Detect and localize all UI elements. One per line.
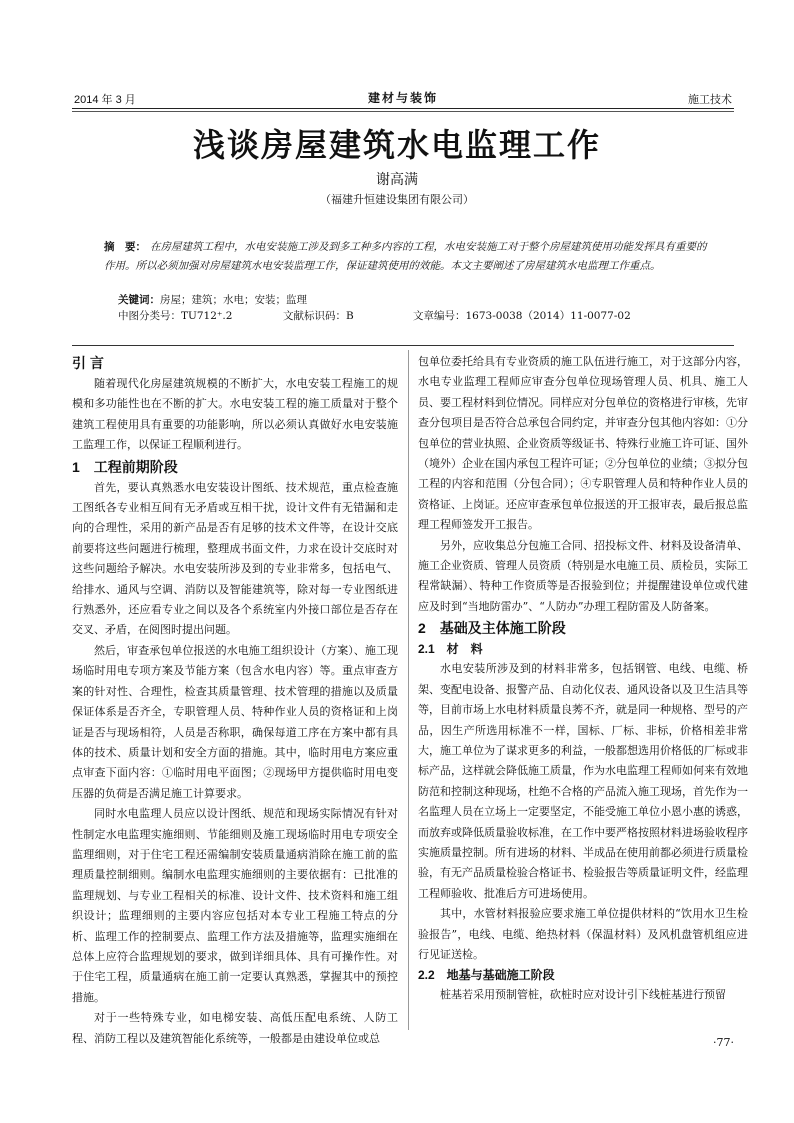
paragraph: 随着现代化房屋建筑规模的不断扩大，水电安装工程施工的规模和多功能性也在不断的扩大。水电安装工程的施工质量对于整个建筑工程使用具有重要的功能影响，所以必须认真做好水电安装施工监理工作，以保证工程顺利进行。 (72, 377, 398, 452)
clc-number: 中图分类号：TU712⁺.2 (118, 310, 233, 322)
header-rule (72, 108, 734, 109)
right-column (418, 352, 748, 1006)
classification-line (118, 308, 714, 324)
header-date: 2014 年 3 月 (74, 94, 136, 106)
intro-heading: 引 言 (72, 355, 104, 371)
keywords-text: 房屋；建筑；水电；安装；监理 (160, 294, 307, 306)
left-column (72, 352, 398, 1049)
running-header (72, 88, 734, 108)
header-rule-thin (72, 111, 734, 112)
header-journal: 建材与装饰 (367, 91, 439, 105)
subsection-heading-2-1: 2.1 材 料 (418, 642, 483, 657)
section-heading-1: 1 工程前期阶段 (72, 458, 178, 475)
paragraph: 另外，应收集总分包施工合同、招投标文件、材料及设备清单、施工企业资质、管理人员资质（特别是水电施工员、质检员，实际工程常缺漏）、特种工作资质等是否报验到位；并提醒建设单位或代建应及时到“当地防雷办”、“人防办”办理工程防雷及人防备案。 (418, 538, 748, 613)
keywords (118, 292, 307, 307)
section-heading-2: 2 基础及主体施工阶段 (418, 620, 566, 637)
paragraph: 桩基若采用预制管桩，砍桩时应对设计引下线桩基进行预留 (440, 988, 726, 1002)
paragraph: 包单位委托给具有专业资质的施工队伍进行施工，对于这部分内容，水电专业监理工程师应审查分包单位现场管理人员、机具、施工人员、要工程材料到位情况。同样应对分包单位的资格进行审核，先审查分包项目是否符合总承包合同约定，并审查分包其他内容如：①分包单位的营业执照、企业资质等级证书、特殊行业施工许可证、国外（境外）企业在国内承包工程许可证；②分包单位的业绩；③拟分包工程的内容和范围（分包合同）；④专职管理人员和特种作业人员的资格证、上岗证。还应审查承包单位报送的开工报审表，最后报总监理工程师签发开工报告。 (418, 355, 748, 532)
article-number: 文章编号：1673-0038（2014）11-0077-02 (413, 310, 631, 322)
subsection-heading-2-2: 2.2 地基与基础施工阶段 (418, 968, 555, 983)
abstract (104, 238, 714, 276)
paragraph: 然后，审查承包单位报送的水电施工组织设计（方案）、施工现场临时用电专项方案及节能方案（包含水电内容）等。重点审查方案的针对性、合理性，检查其质量管理、技术管理的措施以及质量保证体系是否齐全，专职管理人员、特种作业人员的资格证和上岗证是否与现场相符，人员是否称职，确保每道工序在方案中都有具体的技术、质量计划和安全方面的措施。其中，临时用电方案应重点审查下面内容：①临时用电平面图；②现场甲方提供临时用电变压器的负荷是否满足施工计算要求。 (72, 643, 398, 800)
keywords-label: 关键词： (118, 294, 160, 306)
paragraph: 对于一些特殊专业，如电梯安装、高低压配电系统、人防工程、消防工程以及建筑智能化系统等，一般都是由建设单位或总 (72, 1011, 398, 1045)
author: 谢高满 (376, 172, 418, 188)
paragraph: 同时水电监理人员应以设计图纸、规范和现场实际情况有针对性制定水电监理实施细则、节能细则及施工现场临时用电专项安全监理细则，对于住宅工程还需编制安装质量通病消除在施工前的监理质量控制细则。编制水电监理实施细则的主要依据有：已批准的监理规划、与专业工程相关的标准、设计文件、技术资料和施工组织设计；监理细则的主要内容应包括对本专业工程施工特点的分析、监理工作的控制要点、监理工作方法及措施等，监理实施细在总体上应符合监理规划的要求，做到详细具体、具有可操作性。对于住宅工程，质量通病在施工前一定要认真熟悉，掌握其中的预控措施。 (72, 807, 398, 1004)
abstract-text: 在房屋建筑工程中，水电安装施工涉及到多工种多内容的工程，水电安装施工对于整个房屋建筑使用功能发挥具有重要的作用。所以必须加强对房屋建筑水电安装监理工作，保证建筑使用的效能。本文主要阐述了房屋建筑水电监理工作重点。 (104, 241, 707, 272)
abstract-rule (72, 345, 734, 346)
paragraph: 水电安装所涉及到的材料非常多，包括钢管、电线、电缆、桥架、变配电设备、报警产品、自动化仪表、通风设备以及卫生洁具等等，目前市场上水电材料质量良莠不齐，就是同一种规格、型号的产品，因生产所选用标准不一样，国标、厂标、非标，价格相差非常大，施工单位为了谋求更多的利益，一般都想选用价格低的厂标或非标产品，这样就会降低施工质量，作为水电监理工程师如何来有效地防范和控制这种现场，杜绝不合格的产品流入施工现场，首先作为一名监理人员在立场上一定要坚定，不能受施工单位小恩小惠的诱惑，而放弃或降低质量验收标准，在工作中要严格按照材料进场验收程序实施质量控制。所有进场的材料、半成品在使用前都必须进行质量检验，有无产品质量检验合格证书、检验报告等质量证明文件，经监理工程师验收、批准后方可进场使用。 (418, 662, 748, 900)
paragraph: 其中，水管材料报验应要求施工单位提供材料的“饮用水卫生检验报告”，电线、电缆、绝热材料（保温材料）及风机盘管机组应进行见证送检。 (418, 907, 748, 961)
page-number: ·77· (713, 1036, 734, 1049)
paragraph: 首先，要认真熟悉水电安装设计图纸、技术规范，重点检查施工图纸各专业相互间有无矛盾或互相干扰，设计文件有无错漏和走向的合理性，采用的新产品是否有足够的技术文件等，在设计交底前要将这些问题进行梳理，整理成书面文件，力求在设计交底时对这些问题给予解决。水电安装所涉及到的专业非常多，包括电气、给排水、通风与空调、消防以及智能建筑等，除对每一专业图纸进行熟悉外，还应看专业之间以及各个系统室内外接口部位是否存在交叉、矛盾，在阅图时提出问题。 (72, 480, 398, 637)
column-divider (408, 350, 409, 1030)
header-section: 施工技术 (688, 94, 732, 106)
affiliation: （福建升恒建设集团有限公司） (320, 193, 474, 206)
abstract-label: 摘 要： (104, 241, 146, 253)
document-code: 文献标识码：B (283, 310, 354, 322)
paper-title: 浅谈房屋建筑水电监理工作 (192, 126, 601, 164)
